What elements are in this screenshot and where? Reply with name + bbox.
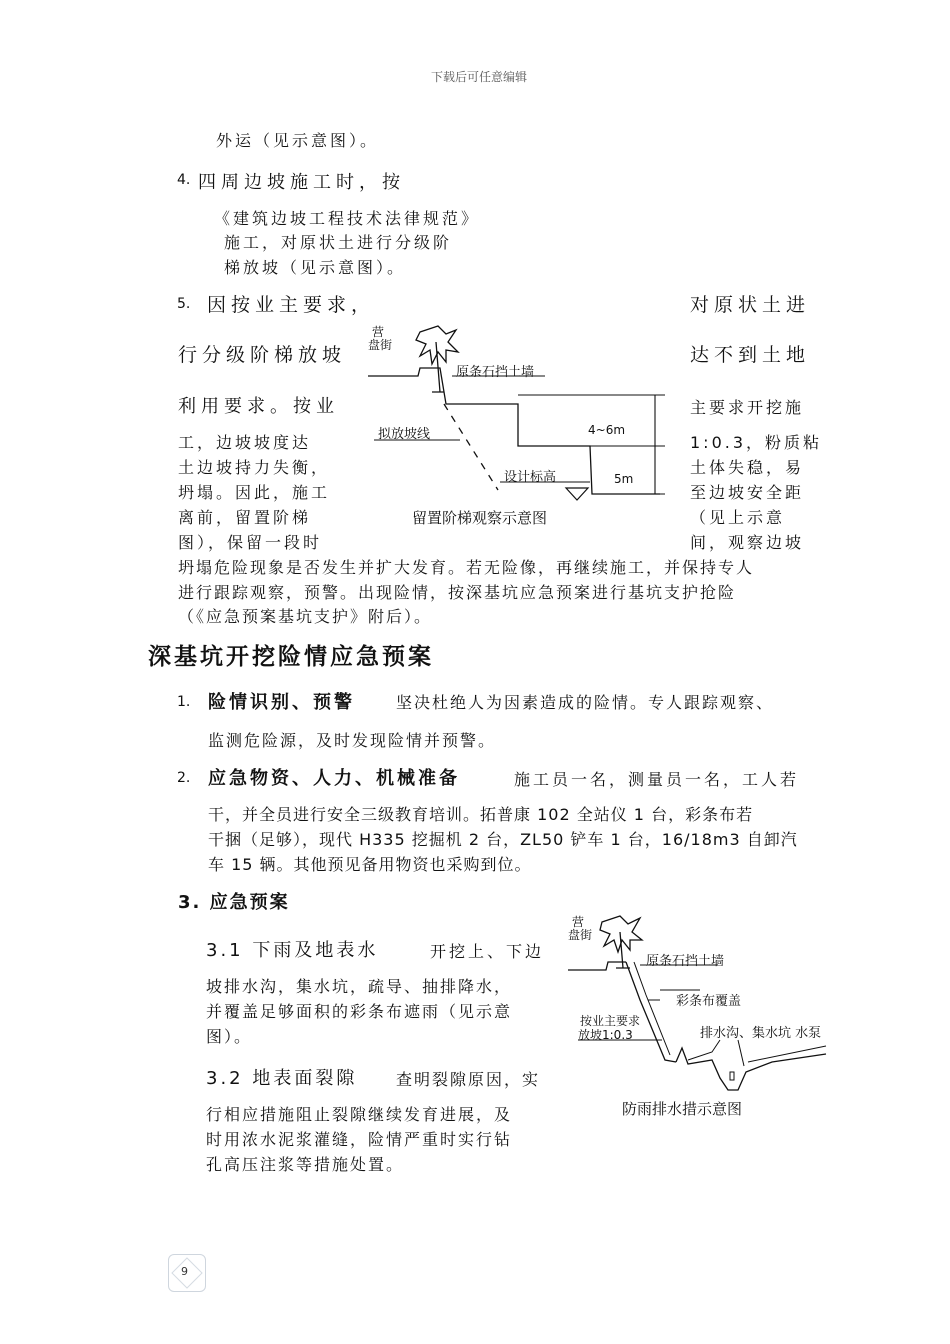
para5-e: 利用要求。按业	[178, 396, 339, 417]
list-number-4: 4.	[177, 172, 191, 188]
para5-i: 土边坡持力失衡，	[178, 458, 331, 477]
para5-r: 进行跟踪观察，预警。出现险情，按深基坑应急预案进行基坑支护抢险	[178, 583, 737, 602]
diagram2-caption: 防雨排水措示意图	[622, 1100, 743, 1118]
para5-a: 因按业主要求，	[207, 294, 376, 316]
diagram2-cover-label: 彩条布覆盖	[676, 994, 742, 1009]
s32-text-a: 查明裂隙原因，实	[396, 1070, 541, 1089]
s32-title: 3.2 地表面裂隙	[206, 1068, 358, 1089]
list-number-5: 5.	[177, 296, 191, 312]
para5-j: 土体失稳，易	[690, 458, 805, 477]
diagram2-wall-label: 原条石挡土墙	[646, 954, 725, 969]
text-line-4: 施工，对原状土进行分级阶	[224, 233, 453, 252]
item1-number: 1.	[177, 694, 191, 710]
s31-title: 3.1 下雨及地表水	[206, 940, 379, 961]
s31-text-b: 坡排水沟，集水坑，疏导、抽排降水，	[206, 977, 513, 996]
diagram1-design-elev-label: 设计标高	[504, 470, 557, 485]
page-number: 9	[181, 1265, 188, 1278]
s32-text-b: 行相应措施阻止裂隙继续发育进展，及	[206, 1105, 513, 1124]
item2-text-a: 施工员一名，测量员一名，工人若	[514, 770, 800, 789]
item2-text-c: 干捆（足够），现代 H335 挖掘机 2 台，ZL50 铲车 1 台，16/18m3 自卸汽	[208, 830, 798, 849]
s31-text-c: 并覆盖足够面积的彩条布遮雨（见示意	[206, 1002, 513, 1021]
diagram2-slope-label-2: 放坡1:0.3	[578, 1028, 633, 1042]
s31-text-d: 图）。	[206, 1027, 253, 1046]
section-title: 深基坑开挖险情应急预案	[148, 644, 434, 670]
text-line-3: 《建筑边坡工程技术法律规范》	[214, 209, 481, 228]
item2-text-d: 车 15 辆。其他预见备用物资也采购到位。	[208, 855, 532, 874]
s32-text-d: 孔高压注浆等措施处置。	[206, 1155, 405, 1174]
s32-text-c: 时用浓水泥浆灌缝，险情严重时实行钻	[206, 1130, 513, 1149]
para5-s: （《应急预案基坑支护》附后）。	[178, 607, 433, 626]
item1-text-a: 坚决杜绝人为因素造成的险情。专人跟踪观察、	[396, 693, 775, 712]
para5-f: 主要求开挖施	[690, 398, 805, 417]
diagram1-caption: 留置阶梯观察示意图	[412, 509, 548, 527]
s31-text-a: 开挖上、下边	[430, 942, 545, 961]
para5-c: 行分级阶梯放坡	[178, 344, 347, 366]
para5-k: 坍塌。因此，施工	[178, 483, 331, 502]
page-header: 下载后可任意编辑	[431, 70, 528, 84]
para5-q: 坍塌危险现象是否发生并扩大发育。若无险像，再继续施工，并保持专人	[178, 558, 755, 577]
item2-number: 2.	[177, 770, 191, 786]
diagram1-tree-label-top: 营	[372, 325, 385, 339]
diagram2-drain-label: 排水沟、集水坑 水泵	[700, 1026, 822, 1041]
item3-title: 3. 应急预案	[178, 892, 290, 913]
para5-m: 离前，留置阶梯	[178, 508, 312, 527]
para5-b: 对原状土进	[690, 294, 811, 316]
text-line-5: 梯放坡（见示意图）。	[224, 258, 407, 277]
item1-text-b: 监测危险源，及时发现险情并预警。	[208, 731, 497, 750]
diagram1-slope-line-label: 拟放坡线	[378, 427, 431, 442]
para5-l: 至边坡安全距	[690, 483, 805, 502]
diagram1-height2-label: 5m	[614, 472, 634, 486]
para5-o: 图），保留一段时	[178, 533, 323, 552]
text-line-2: 四周边坡施工时，按	[198, 172, 405, 193]
item1-title: 险情识别、预警	[208, 692, 355, 713]
diagram1-tree-label-bottom: 盘街	[368, 338, 393, 352]
para5-h: 1:0.3，粉质粘	[690, 433, 823, 452]
item2-title: 应急物资、人力、机械准备	[208, 768, 460, 789]
diagram1-height1-label: 4~6m	[588, 423, 626, 437]
diagram2-tree-label-bottom: 盘街	[568, 928, 593, 942]
para5-d: 达不到土地	[690, 344, 811, 366]
para5-n: （见上示意	[690, 508, 786, 527]
diagram2-slope-label-1: 按业主要求	[580, 1014, 641, 1028]
para5-g: 工，边坡坡度达	[178, 433, 312, 452]
text-line-1: 外运（见示意图）。	[216, 131, 380, 150]
diagram1-wall-label: 原条石挡土墙	[456, 365, 535, 380]
para5-p: 间，观察边坡	[690, 533, 805, 552]
item2-text-b: 干，并全员进行安全三级教育培训。拓普康 102 全站仪 1 台，彩条布若	[208, 805, 754, 824]
diagram2-tree-label-top: 营	[572, 915, 585, 929]
tree-icon	[600, 916, 642, 968]
